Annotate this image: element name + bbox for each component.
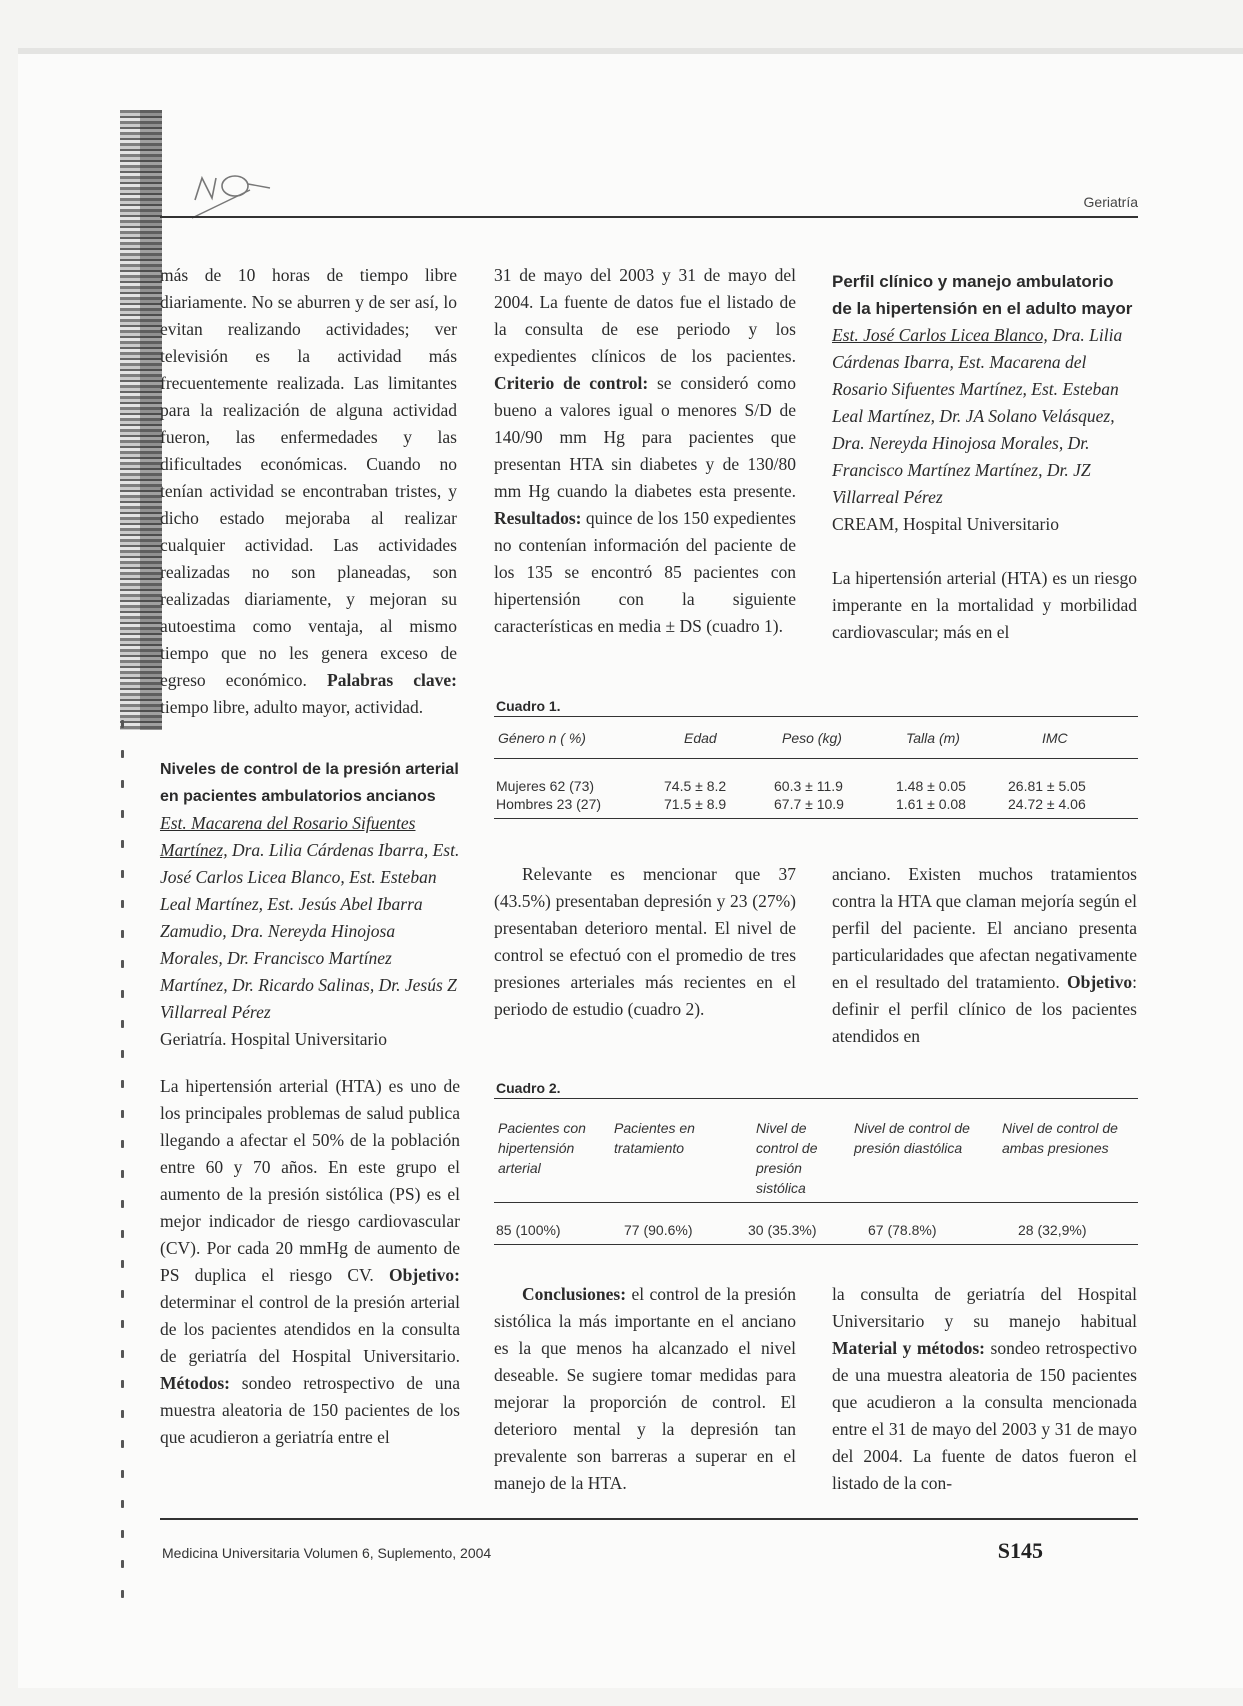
abstract-title-2: Perfil clínico y manejo ambulatorio de la hipertensión en el adulto mayor (832, 272, 1133, 318)
cuadro2-caption: Cuadro 2. (496, 1080, 561, 1096)
cuadro1-header: Peso (kg) (782, 730, 842, 746)
table-cell: 1.61 ± 0.08 (896, 796, 966, 812)
cuadro2-header: Nivel de control de ambas presiones (1002, 1120, 1118, 1156)
table-cell: 74.5 ± 8.2 (664, 778, 727, 794)
header-rule (160, 216, 1138, 218)
cuadro2-header-rule (494, 1202, 1138, 1203)
page-number: S145 (997, 1538, 1043, 1563)
handwritten-no-mark (190, 170, 300, 230)
table-cell: 71.5 ± 8.9 (664, 796, 727, 812)
cuadro1-header: Edad (684, 730, 717, 746)
table-cell: 77 (90.6%) (624, 1222, 693, 1238)
table-cell: 67 (78.8%) (868, 1222, 937, 1238)
col1-top-text: más de 10 horas de tiempo libre diariamente. No se aburren y de ser así, lo evitan realizando actividades; ver televisión es la actividad más frecuentemente realizada. Las limitantes para la realización de alguna actividad fueron, las enfermedades y las dificultades económicas. Cuando no tenían actividad se encontraban tristes, y dicho estado mejoraba al realizar cualquier actividad. Las actividades realizadas no son planeadas, son realizadas diariamente, y mejoran su autoestima como ventaja, al mismo tiempo que no les genera exceso de egreso económico. Palabras clave: tiempo libre, adulto mayor, actividad. (160, 265, 457, 717)
footer-rule (160, 1518, 1138, 1520)
table-cell: 67.7 ± 10.9 (774, 796, 844, 812)
authors-1: Est. Macarena del Rosario Sifuentes Martínez, Dra. Lilia Cárdenas Ibarra, Est. José Carlos Licea Blanco, Est. Esteban Leal Martínez, Est. Jesús Abel Ibarra Zamudio, Dra. Nereyda Hinojosa Morales, Dr. Francisco Martínez Martínez, Dr. Ricardo Salinas, Dr. Jesús Z Villarreal Pérez (160, 813, 460, 1022)
cuadro1-caption: Cuadro 1. (496, 698, 561, 714)
affiliation-2: CREAM, Hospital Universitario (832, 514, 1059, 534)
col2-bottom-text: Conclusiones: el control de la presión sistólica la más importante en el anciano es la que menos ha alcanzado el nivel deseable. Se sugiere tomar medidas para mejorar la proporción de control. El deterioro mental y la depresión tan prevalente son barreras a superar en el manejo de la HTA. (494, 1284, 796, 1493)
table-cell: Hombres 23 (27) (496, 796, 602, 812)
cuadro1-bottom-rule (494, 818, 1138, 819)
col3-mid-text: anciano. Existen muchos tratamientos contra la HTA que claman mejoría según el perfil del paciente. El anciano presenta particularidades que afectan negativamente en el resultado del tratamiento. Objetivo: definir el perfil clínico de los pacientes atendidos en (832, 864, 1137, 1046)
col3-top (832, 268, 1137, 646)
abstract-title-1: Niveles de control de la presión arterial en pacientes ambulatorios ancianos (160, 761, 459, 805)
table-cell: 30 (35.3%) (748, 1222, 817, 1238)
table-cell: 28 (32,9%) (1018, 1222, 1087, 1238)
col2-mid-text: Relevante es mencionar que 37 (43.5%) presentaban depresión y 23 (27%) presentaban deterioro mental. El nivel de control se efectuó con el promedio de tres presiones arteriales más recientes en el periodo de estudio (cuadro 2). (494, 864, 796, 1019)
binding-shadow-dark (140, 110, 162, 730)
cuadro1-header: IMC (1042, 730, 1068, 746)
authors-2: Est. José Carlos Licea Blanco, Dra. Lilia Cárdenas Ibarra, Est. Macarena del Rosario Sifuentes Martínez, Est. Esteban Leal Martínez, Dr. JA Solano Velásquez, Dra. Nereyda Hinojosa Morales, Dr. Francisco Martínez Martínez, Dr. JZ Villarreal Pérez (832, 325, 1123, 507)
table-cell: 1.48 ± 0.05 (896, 778, 966, 794)
col3-bottom-text: la consulta de geriatría del Hospital Universitario y su manejo habitual Material y métodos: sondeo retrospectivo de una muestra aleatoria de 150 pacientes que acudieron a la consulta mencionada entre el 31 de mayo del 2003 y 31 de mayo del 2004. La fuente de datos fueron el listado de la con- (832, 1284, 1137, 1493)
table-cell: 85 (100%) (496, 1222, 561, 1238)
cuadro2-header: Pacientes con hipertensión arterial (498, 1120, 586, 1176)
journal-footer: Medicina Universitaria Volumen 6, Suplemento, 2004 (162, 1545, 492, 1561)
col1-mid (160, 756, 460, 1451)
col2-top-text: 31 de mayo del 2003 y 31 de mayo del 2004. La fuente de datos fue el listado de la consulta de ese periodo y los expedientes clínicos de los pacientes. Criterio de control: se consideró como bueno a valores igual o menores S/D de 140/90 mm Hg para pacientes que presentan HTA sin diabetes y de 130/80 mm Hg cuando la diabetes esta presente. Resultados: quince de los 150 expedientes no contenían información del paciente de los 135 se encontró 85 pacientes con hipertensión con la siguiente características en media ± DS (cuadro 1). (494, 265, 796, 636)
cuadro2-header: Nivel de control de presión diastólica (854, 1120, 970, 1156)
table-cell: 26.81 ± 5.05 (1008, 778, 1086, 794)
cuadro1-table (494, 728, 1138, 828)
cuadro2-top-rule (494, 1098, 1138, 1099)
table-cell: 24.72 ± 4.06 (1008, 796, 1086, 812)
col3-intro: La hipertensión arterial (HTA) es un riesgo imperante en la mortalidad y morbilidad cardiovascular; más en el (832, 568, 1137, 642)
punch-hole-marks (118, 720, 128, 1620)
cuadro2-header: Pacientes en tratamiento (614, 1120, 695, 1156)
cuadro1-top-rule (494, 716, 1138, 717)
cuadro2-table (494, 1118, 1138, 1248)
cuadro1-header: Género n ( %) (498, 730, 586, 746)
cuadro1-header: Talla (m) (906, 730, 960, 746)
section-label: Geriatría (1083, 194, 1138, 210)
scan-edge (18, 48, 1243, 54)
table-cell: 60.3 ± 11.9 (774, 778, 843, 794)
cuadro2-header: Nivel de control de presión sistólica (756, 1120, 818, 1196)
table-cell: Mujeres 62 (73) (496, 778, 595, 794)
cuadro2-bottom-rule (494, 1244, 1138, 1245)
col1-body: La hipertensión arterial (HTA) es uno de los principales problemas de salud publica llegando a afectar el 50% de la población entre 60 y 70 años. En este grupo el aumento de la presión sistólica (PS) es el mejor indicador de riesgo cardiovascular (CV). Por cada 20 mmHg de aumento de PS duplica el riesgo CV. Objetivo: determinar el control de la presión arterial de los pacientes atendidos en la consulta de geriatría del Hospital Universitario. Métodos: sondeo retrospectivo de una muestra aleatoria de 150 pacientes de los que acudieron a geriatría entre el (160, 1076, 460, 1447)
cuadro1-header-rule (494, 758, 1138, 759)
affiliation-1: Geriatría. Hospital Universitario (160, 1029, 387, 1049)
